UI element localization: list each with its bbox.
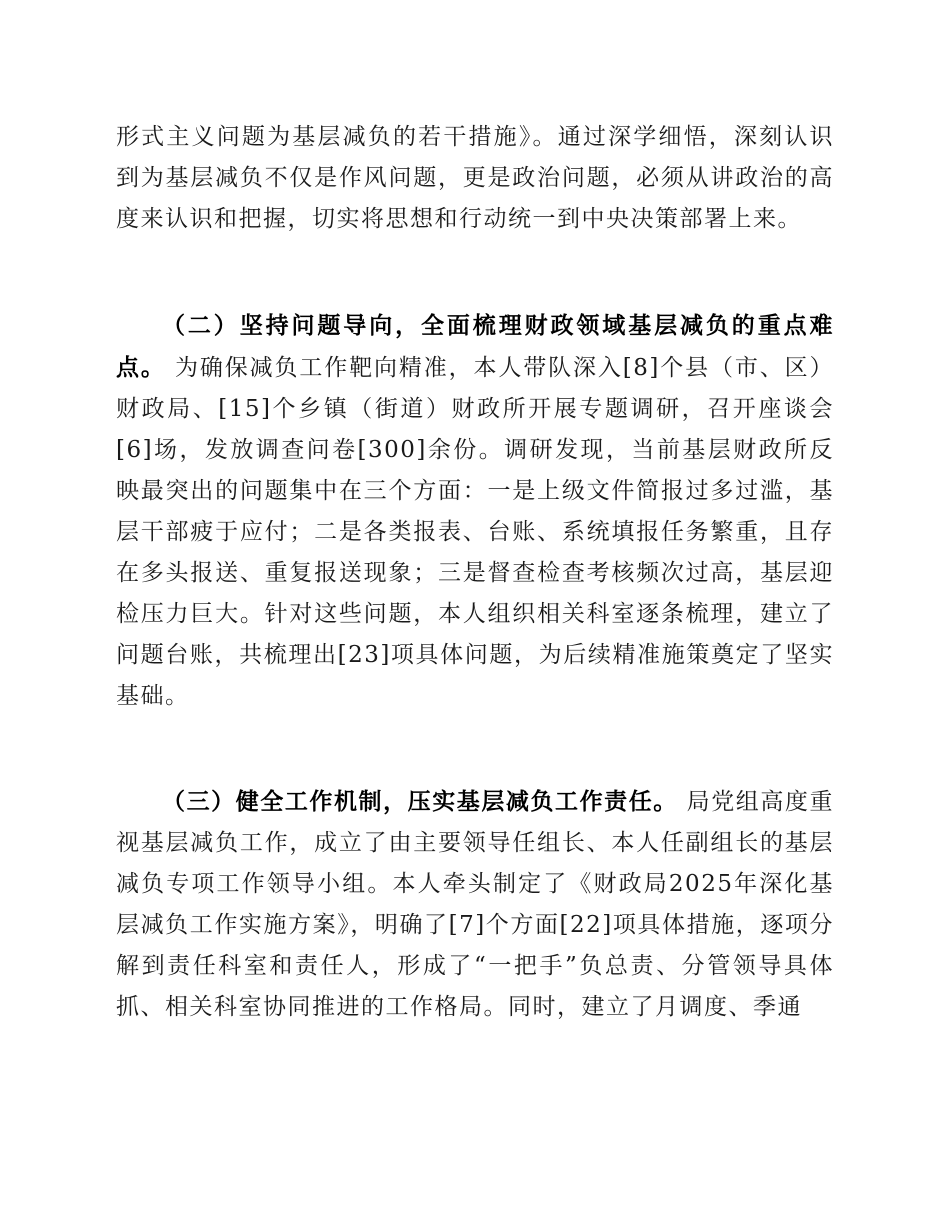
paragraph-1-body: 形式主义问题为基层减负的若干措施》。通过深学细悟，深刻认识到为基层减负不仅是作风问题，更是政治问题，必须从讲政治的高度来认识和把握，切实将思想和行动统一到中央决策部署上来。 xyxy=(116,124,834,232)
paragraph-2 xyxy=(116,305,834,717)
section-heading-3: （三）健全工作机制，压实基层减负工作责任。 xyxy=(162,788,678,815)
paragraph-1 xyxy=(116,117,834,240)
paragraph-3 xyxy=(116,781,834,1028)
paragraph-3-body: 局党组高度重视基层减负工作，成立了由主要领导任组长、本人任副组长的基层减负专项工作领导小组。本人牵头制定了《财政局2025年深化基层减负工作实施方案》，明确了[7]个方面[22]项具体措施，逐项分解到责任科室和责任人，形成了“一把手”负总责、分管领导具体抓、相关科室协同推进的工作格局。同时，建立了月调度、季通 xyxy=(116,789,834,1020)
paragraph-2-body: 为确保减负工作靶向精准，本人带队深入[8]个县（市、区）财政局、[15]个乡镇（街道）财政所开展专题调研，召开座谈会[6]场，发放调查问卷[300]余份。调研发现，当前基层财政所反映最突出的问题集中在三个方面：一是上级文件简报过多过滥，基层干部疲于应付；二是各类报表、台账、系统填报任务繁重，且存在多头报送、重复报送现象；三是督查检查考核频次过高，基层迎检压力巨大。针对这些问题，本人组织相关科室逐条梳理，建立了问题台账，共梳理出[23]项具体问题，为后续精准施策奠定了坚实基础。 xyxy=(116,355,835,709)
section-heading-2: （二）坚持问题导向，全面梳理财政领域基层减负的重点难点。 xyxy=(116,312,834,381)
